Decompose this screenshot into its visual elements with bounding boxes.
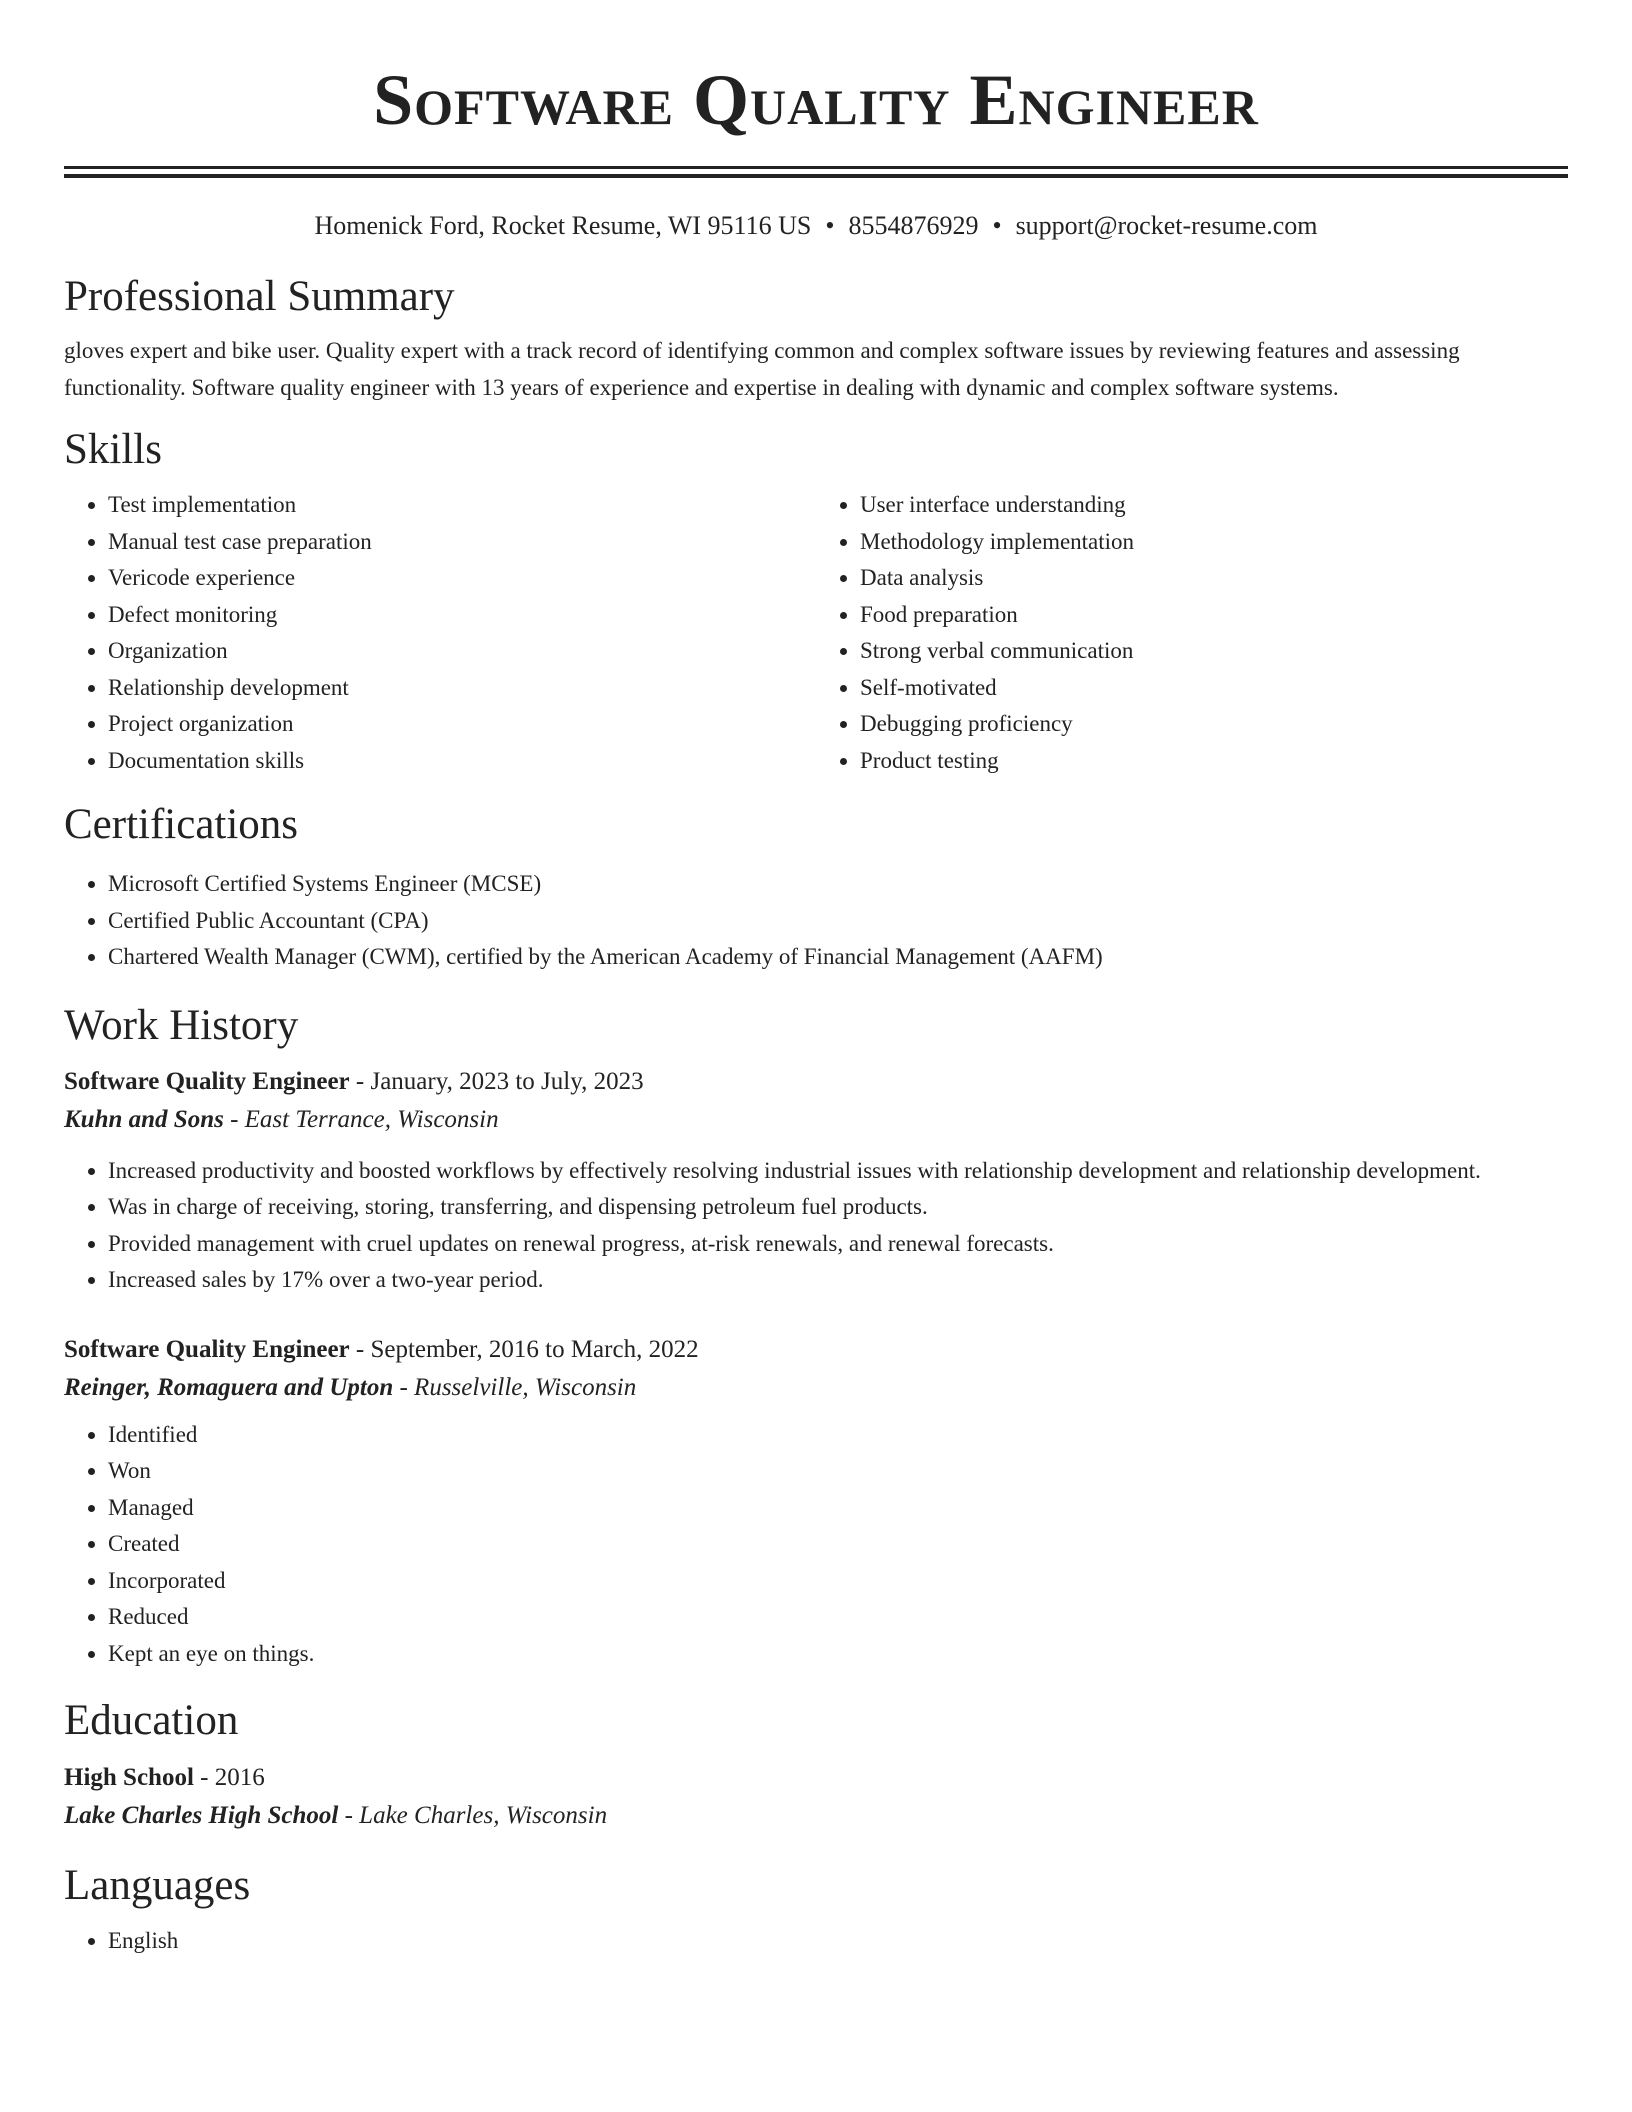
- job-company: Kuhn and Sons: [64, 1105, 224, 1133]
- education-entry: [64, 1759, 1568, 1835]
- languages-list: [64, 1923, 1568, 1960]
- list-item: • English: [108, 1923, 1568, 1960]
- list-item: • Microsoft Certified Systems Engineer (MCSE): [108, 866, 1568, 903]
- list-item: • Product testing: [860, 743, 1568, 780]
- list-item: • Reduced: [108, 1599, 1568, 1636]
- list-item: • Data analysis: [860, 560, 1568, 597]
- list-item: • Test implementation: [108, 487, 816, 524]
- job-bullets: [64, 1417, 1568, 1673]
- contact-line: [64, 210, 1568, 242]
- education-heading: Education: [64, 1697, 239, 1744]
- skills-heading: Skills: [64, 426, 162, 473]
- job-company-line: [64, 1101, 1568, 1139]
- contact-phone: 8554876929: [848, 211, 979, 240]
- list-item: • Defect monitoring: [108, 597, 816, 634]
- skills-list-right: [816, 487, 1568, 779]
- job-title-line: [64, 1063, 1568, 1101]
- contact-separator: •: [825, 211, 835, 240]
- list-item: • Manual test case preparation: [108, 524, 816, 561]
- job-location: - Russelville, Wisconsin: [393, 1373, 637, 1401]
- skills-list-left: [64, 487, 816, 779]
- list-item: • Identified: [108, 1417, 1568, 1454]
- list-item: • Project organization: [108, 706, 816, 743]
- list-item: • Strong verbal communication: [860, 633, 1568, 670]
- list-item: • Relationship development: [108, 670, 816, 707]
- summary-heading: Professional Summary: [64, 273, 455, 320]
- contact-separator: •: [992, 211, 1002, 240]
- list-item: • User interface understanding: [860, 487, 1568, 524]
- job-title-line: [64, 1331, 1568, 1369]
- education-school-line: [64, 1797, 1568, 1835]
- list-item: • Increased productivity and boosted workflows by effectively resolving industrial issues with relationship development and relationship development.: [108, 1153, 1568, 1190]
- list-item: • Kept an eye on things.: [108, 1636, 1568, 1673]
- contact-address: Homenick Ford, Rocket Resume, WI 95116 US: [314, 211, 812, 240]
- job-dates: - January, 2023 to July, 2023: [349, 1067, 644, 1095]
- list-item: • Managed: [108, 1490, 1568, 1527]
- list-item: • Methodology implementation: [860, 524, 1568, 561]
- job-bullets: [64, 1153, 1568, 1299]
- list-item: • Certified Public Accountant (CPA): [108, 903, 1568, 940]
- title-divider: [64, 166, 1568, 178]
- job-company-line: [64, 1369, 1568, 1407]
- skills-columns: [64, 487, 1568, 779]
- list-item: • Chartered Wealth Manager (CWM), certified by the American Academy of Financial Management (AAFM): [108, 939, 1568, 976]
- resume-title: Software Quality Engineer: [373, 60, 1259, 140]
- languages-heading: Languages: [64, 1862, 251, 1909]
- list-item: • Vericode experience: [108, 560, 816, 597]
- education-year: - 2016: [193, 1764, 265, 1791]
- list-item: • Won: [108, 1453, 1568, 1490]
- list-item: • Organization: [108, 633, 816, 670]
- education-location: - Lake Charles, Wisconsin: [338, 1802, 608, 1829]
- list-item: • Food preparation: [860, 597, 1568, 634]
- summary-text: gloves expert and bike user. Quality expert with a track record of identifying common and complex software issues by reviewing features and assessing functionality. Software quality engineer with 13 years of experience and expertise in dealing with dynamic and complex software systems.: [64, 338, 1460, 400]
- list-item: • Was in charge of receiving, storing, transferring, and dispensing petroleum fuel products.: [108, 1189, 1568, 1226]
- job-company: Reinger, Romaguera and Upton: [64, 1373, 394, 1401]
- job-entry: [64, 1063, 1568, 1299]
- list-item: • Debugging proficiency: [860, 706, 1568, 743]
- list-item: • Self-motivated: [860, 670, 1568, 707]
- job-title: Software Quality Engineer: [64, 1067, 350, 1095]
- job-location: - East Terrance, Wisconsin: [223, 1105, 499, 1133]
- education-degree: High School: [64, 1764, 194, 1791]
- list-item: • Incorporated: [108, 1563, 1568, 1600]
- work-history-heading: Work History: [64, 1001, 299, 1049]
- list-item: • Documentation skills: [108, 743, 816, 780]
- contact-email: support@rocket-resume.com: [1015, 211, 1318, 240]
- list-item: • Increased sales by 17% over a two-year period.: [108, 1262, 1568, 1299]
- education-degree-line: [64, 1759, 1568, 1797]
- job-dates: - September, 2016 to March, 2022: [349, 1335, 699, 1363]
- job-entry: [64, 1331, 1568, 1673]
- list-item: • Created: [108, 1526, 1568, 1563]
- education-school: Lake Charles High School: [64, 1802, 339, 1829]
- certifications-heading: Certifications: [64, 801, 299, 848]
- certifications-list: [64, 866, 1568, 976]
- list-item: • Provided management with cruel updates on renewal progress, at-risk renewals, and renewal forecasts.: [108, 1226, 1568, 1263]
- job-title: Software Quality Engineer: [64, 1335, 350, 1363]
